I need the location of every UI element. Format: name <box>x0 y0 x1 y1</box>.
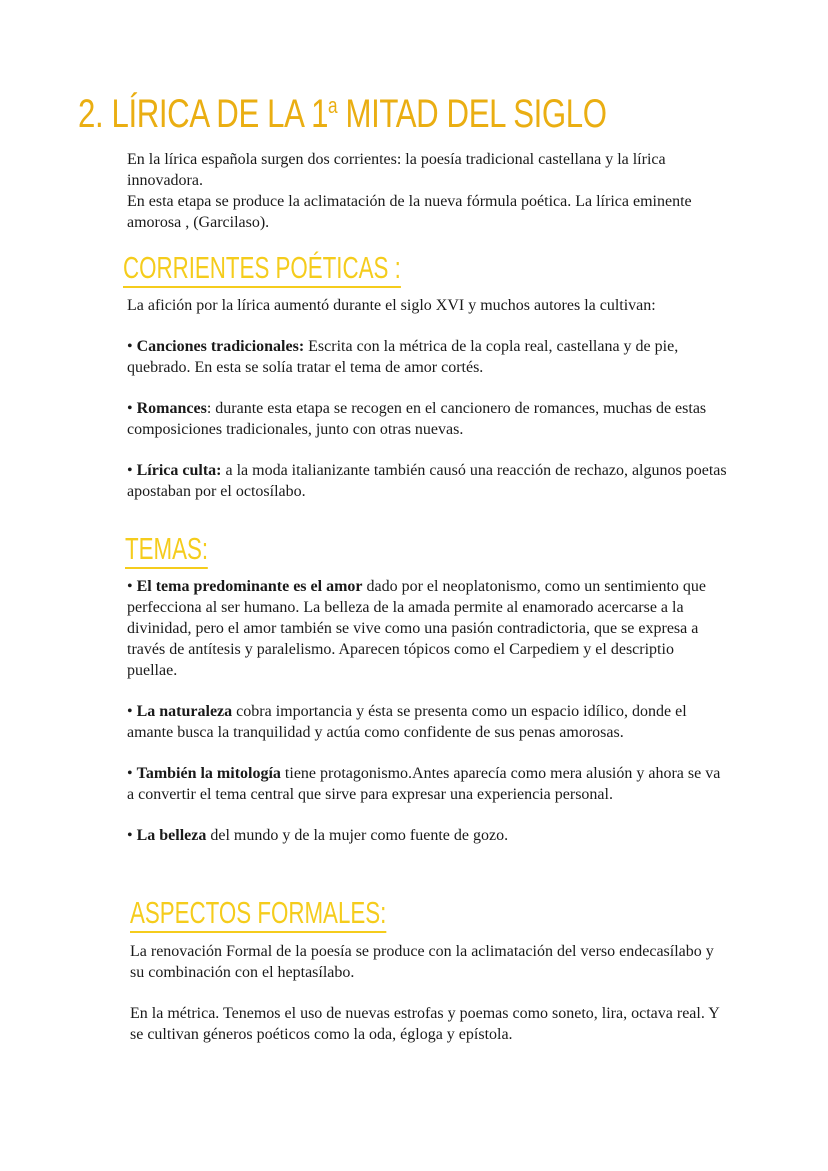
item-term: Lírica culta: <box>136 462 222 479</box>
title-main: 2. LÍRICA DE LA 1 <box>78 92 329 136</box>
aspectos-paragraph-2: En la métrica. Tenemos el uso de nuevas estrofas y poemas como soneto, lira, octava real. Y se cultivan géneros poéticos como la oda, égloga y epístola. <box>130 1005 720 1043</box>
item-text: : durante esta etapa se recogen en el cancionero de romances, muchas de estas composiciones tradicionales, junto con otras nuevas. <box>127 400 707 438</box>
item-text: a la moda italianizante también causó una reacción de rechazo, algunos poetas apostaban por el octosílabo. <box>127 462 727 500</box>
list-item <box>127 460 727 502</box>
bullet: • <box>127 400 137 417</box>
corrientes-section <box>127 295 727 502</box>
bullet: • <box>127 703 137 720</box>
heading-corrientes: CORRIENTES POÉTICAS : <box>123 250 401 285</box>
item-text: tiene protagonismo.Antes aparecía como mera alusión y ahora se va a convertir el tema central que sirve para expresar una experiencia personal. <box>127 765 721 803</box>
bullet: • <box>127 462 137 479</box>
corrientes-intro: La afición por la lírica aumentó durante el siglo XVI y muchos autores la cultivan: <box>127 297 656 314</box>
item-text: cobra importancia y ésta se presenta como un espacio idílico, donde el amante busca la tranquilidad y actúa como confidente de sus penas amorosas. <box>127 703 687 741</box>
bullet: • <box>127 765 137 782</box>
page-title <box>78 92 607 137</box>
item-term: Romances <box>136 400 207 417</box>
item-text: dado por el neoplatonismo, como un sentimiento que perfecciona al ser humano. La belleza de la amada permite al enamorado acercarse a la divinidad, pero el amor también se vive como una pasión contradictoria, que se expresa a través de antítesis y paralelismo. Aparecen tópicos como el Carpediem y el descriptio puellae. <box>127 578 706 679</box>
list-item <box>127 701 727 743</box>
list-item <box>127 576 727 681</box>
aspectos-paragraph-1: La renovación Formal de la poesía se produce con la aclimatación del verso endecasílabo y su combinación con el heptasílabo. <box>130 943 714 981</box>
item-text: Escrita con la métrica de la copla real, castellana y de pie, quebrado. En esta se solía tratar el tema de amor cortés. <box>127 338 679 376</box>
item-term: La belleza <box>136 827 207 844</box>
intro-paragraph-1: En la lírica española surgen dos corrientes: la poesía tradicional castellana y la lírica innovadora. <box>127 151 666 189</box>
list-item <box>127 825 727 846</box>
title-rest: MITAD DEL SIGLO <box>337 92 607 136</box>
item-text: del mundo y de la mujer como fuente de gozo. <box>206 827 509 844</box>
item-term: También la mitología <box>136 765 281 782</box>
bullet: • <box>127 578 137 595</box>
item-term: El tema predominante es el amor <box>136 578 363 595</box>
intro-section <box>127 149 727 233</box>
bullet: • <box>127 827 137 844</box>
list-item <box>127 763 727 805</box>
bullet: • <box>127 338 137 355</box>
intro-paragraph-2: En esta etapa se produce la aclimatación de la nueva fórmula poética. La lírica eminente amorosa , (Garcilaso). <box>127 193 692 231</box>
heading-temas: TEMAS: <box>125 531 209 566</box>
list-item <box>127 398 727 440</box>
list-item <box>127 336 727 378</box>
title-superscript: a <box>328 93 338 118</box>
temas-section <box>127 576 727 846</box>
item-term: Canciones tradicionales: <box>136 338 305 355</box>
item-term: La naturaleza <box>136 703 233 720</box>
aspectos-section <box>130 941 730 1045</box>
heading-aspectos: ASPECTOS FORMALES: <box>130 895 387 930</box>
